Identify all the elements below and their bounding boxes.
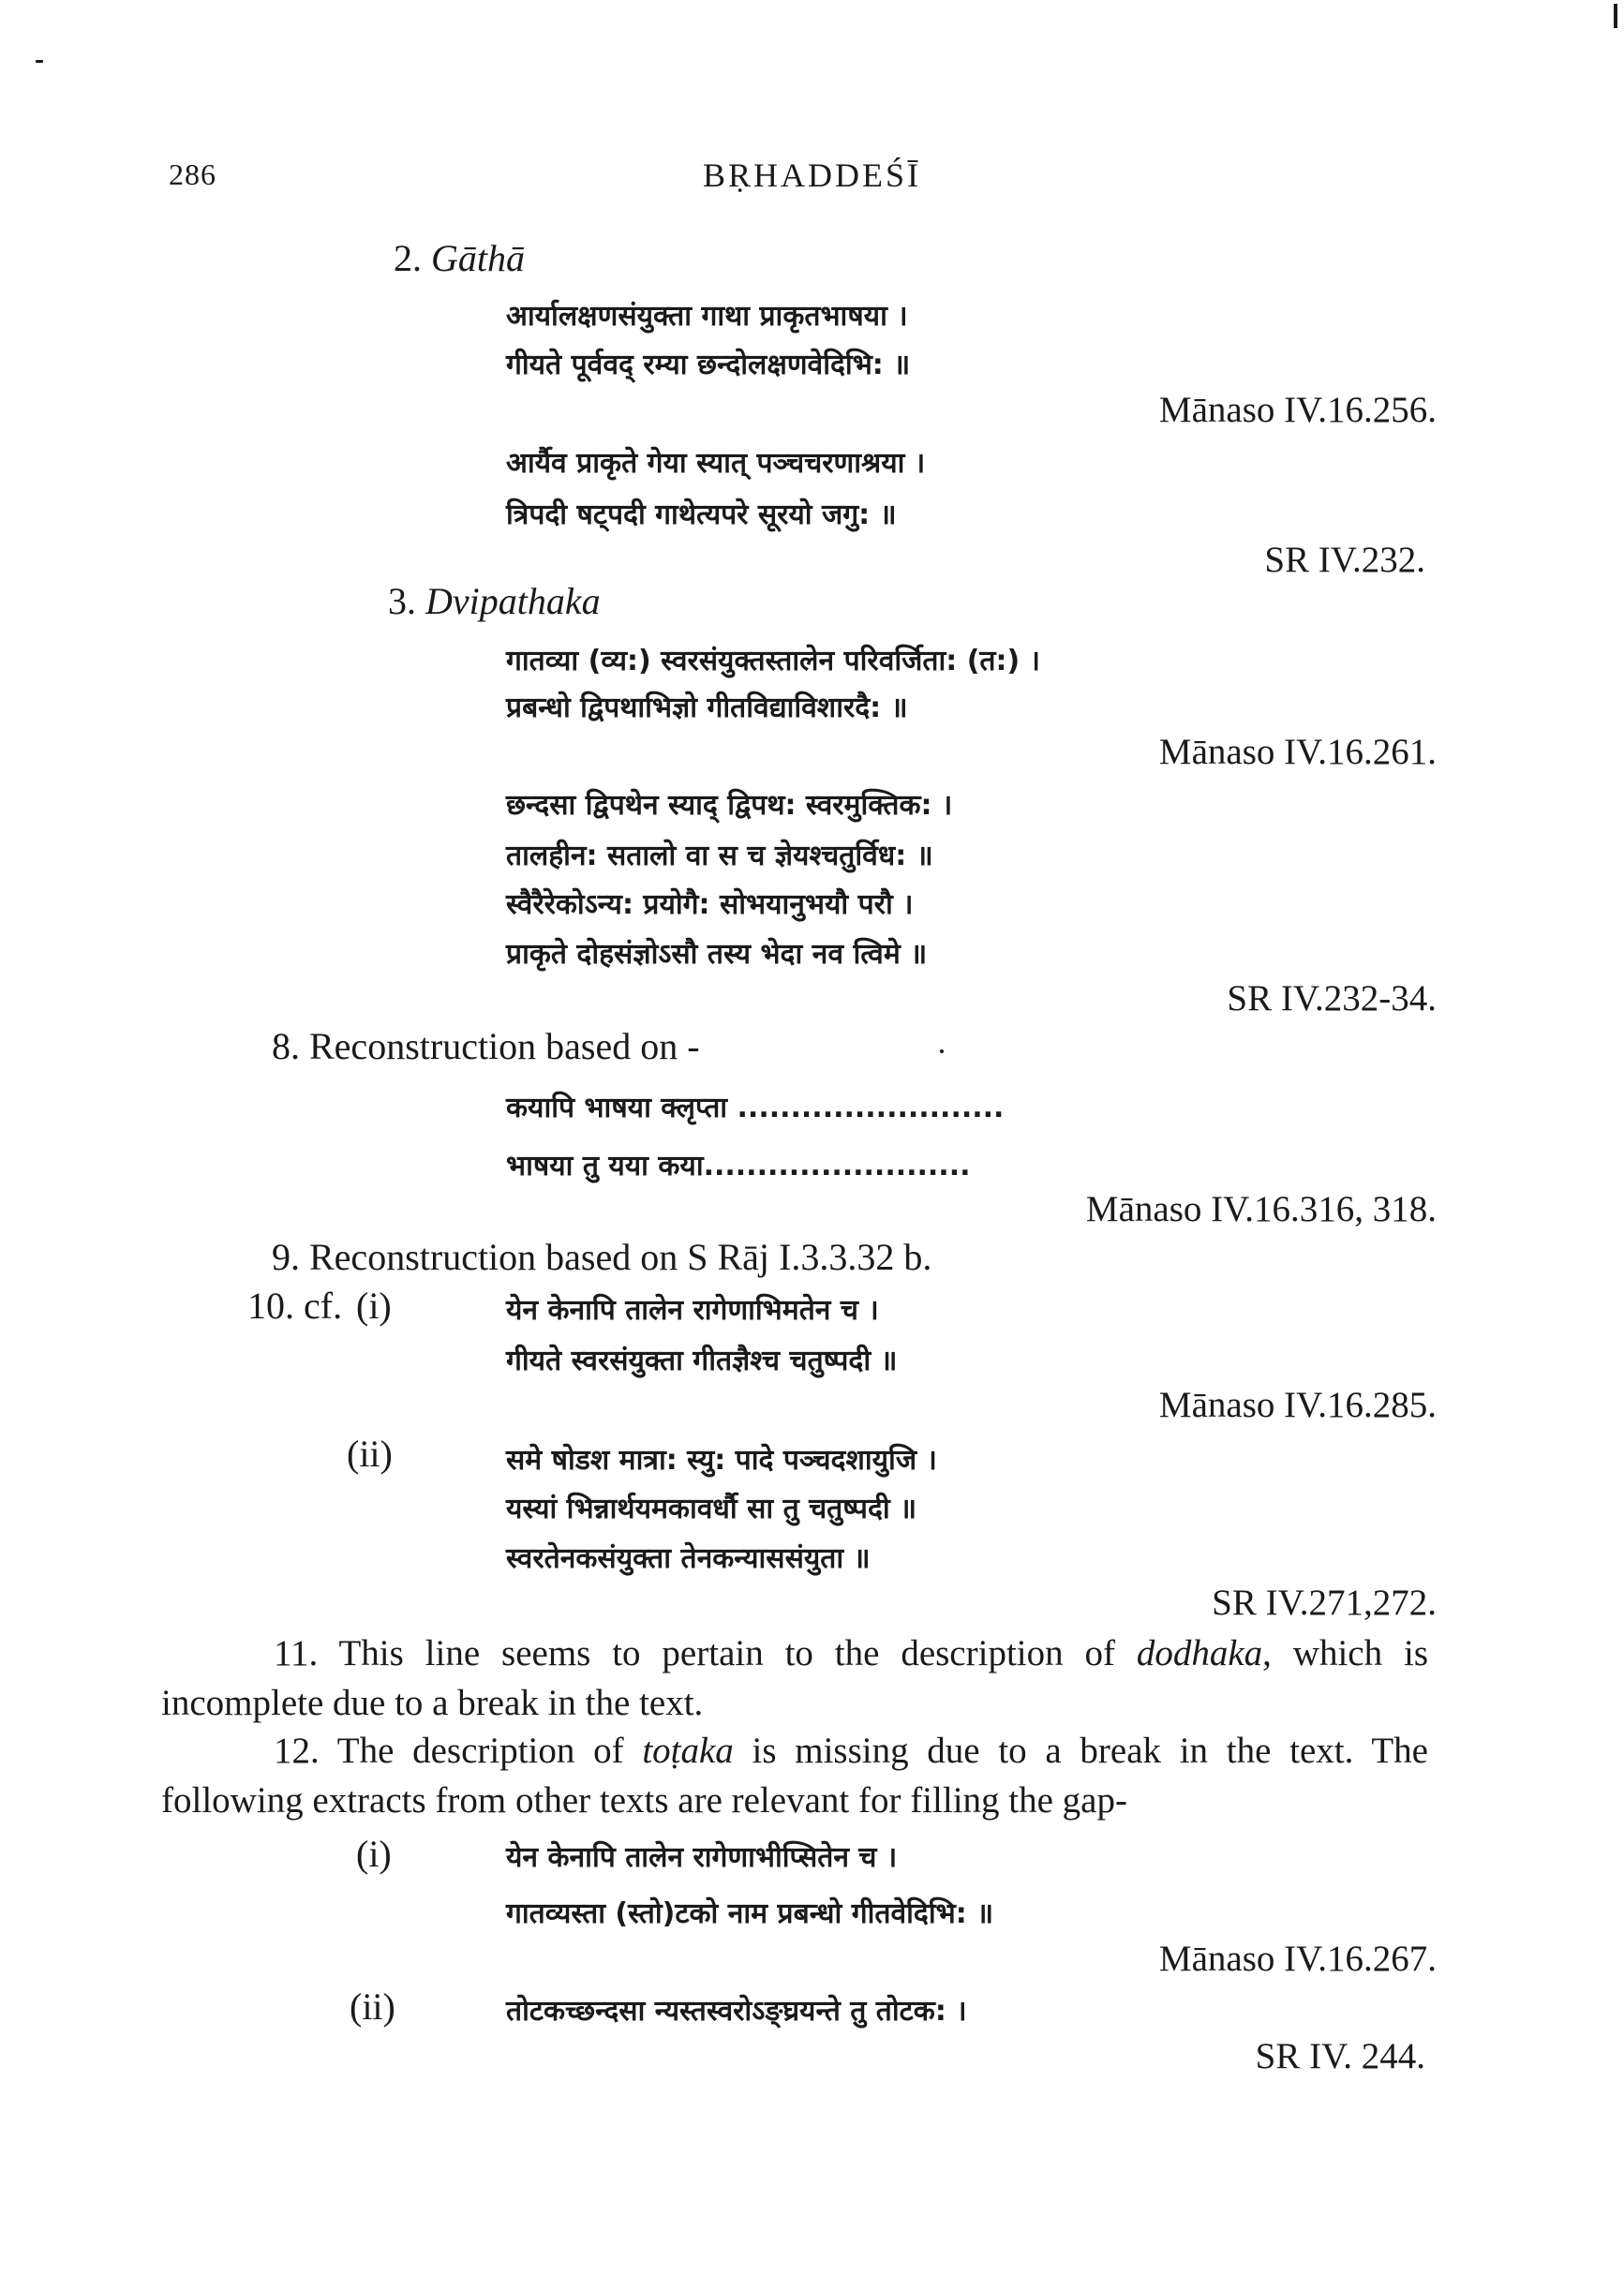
note-term: toṭaka (642, 1731, 734, 1771)
verse-line: प्रबन्धो द्विपथाभिज्ञो गीतविद्याविशारदै: ॥ (506, 691, 908, 724)
verse-line: समे षोडश मात्रा: स्यु: पादे पञ्चदशायुजि । (506, 1444, 937, 1477)
page-number: 286 (169, 157, 216, 191)
citation: Mānaso IV.16.267. (1158, 1939, 1437, 1979)
scan-edge-mark (1614, 4, 1617, 28)
citation: Mānaso IV.16.261. (1158, 732, 1437, 772)
citation: SR IV.271,272. (1212, 1583, 1437, 1623)
citation: SR IV.232-34. (1227, 978, 1437, 1019)
verse-line: गातव्यस्ता (स्तो)टको नाम प्रबन्धो गीतवेदिभि: ॥ (506, 1897, 994, 1930)
verse-line: भाषया तु यया कया......................... (506, 1150, 971, 1182)
item-label: (i) (356, 1833, 392, 1875)
note-9: 9. Reconstruction based on S Rāj I.3.3.32 b. (272, 1236, 932, 1278)
note-text: 11. This line seems to pertain to the description of (274, 1633, 1137, 1673)
verse-line: गीयते पूर्ववद् रम्या छन्दोलक्षणवेदिभि: ॥ (506, 349, 911, 381)
citation: Mānaso IV.16.285. (1158, 1385, 1437, 1425)
note-10-label: 10. cf. (247, 1285, 343, 1327)
verse-line: आर्यैव प्राकृते गेया स्यात् पञ्चचरणाश्रया । (506, 447, 926, 480)
note-text: 12. The description of (274, 1731, 643, 1771)
verse-line: प्राकृते दोहसंज्ञोऽसौ तस्य भेदा नव त्विमे ॥ (506, 938, 928, 971)
verse-line: स्वरतेनकसंयुक्ता तेनकन्याससंयुता ॥ (506, 1542, 871, 1575)
section-number: 3. (388, 580, 416, 622)
scan-speck (36, 60, 43, 63)
stray-dot (940, 1049, 944, 1053)
verse-line: येन केनापि तालेन रागेणाभिमतेन च । (506, 1294, 879, 1327)
verse-line: छन्दसा द्विपथेन स्याद् द्विपथ: स्वरमुक्तिक: । (506, 789, 953, 822)
note-text: is missing due to a break in the text. The following extracts from other texts are relevant for filling the gap- (161, 1731, 1428, 1821)
note-term: dodhaka (1136, 1633, 1263, 1673)
section-title: Gāthā (431, 237, 525, 279)
running-title: BṚHADDEŚĪ (702, 156, 921, 194)
item-label: (ii) (350, 1985, 395, 2028)
verse-line: त्रिपदी षट्पदी गाथेत्यपरे सूरयो जगु: ॥ (506, 498, 897, 531)
note-8: 8. Reconstruction based on - (272, 1025, 700, 1067)
item-label: (i) (356, 1285, 392, 1327)
note-12 (161, 1726, 1428, 1825)
verse-line: स्वैरैरेकोऽन्य: प्रयोगै: सोभयानुभयौ परौ । (506, 888, 914, 921)
note-text: , which is incomplete due to a break in the text. (161, 1633, 1428, 1723)
citation: SR IV.232. (1264, 540, 1425, 580)
item-label: (ii) (347, 1433, 393, 1475)
verse-line: तोटकच्छन्दसा न्यस्तस्वरोऽङ्घ्रयन्ते तु तोटक: । (506, 1995, 967, 2028)
citation: SR IV. 244. (1255, 2036, 1425, 2076)
verse-line: यस्यां भिन्नार्थयमकावर्धौ सा तु चतुष्पदी ॥ (506, 1493, 917, 1525)
section-heading-dvipathaka (388, 579, 601, 623)
section-title: Dvipathaka (425, 580, 601, 622)
note-11 (161, 1628, 1428, 1728)
verse-line: येन केनापि तालेन रागेणाभीप्सितेन च । (506, 1841, 898, 1874)
citation: Mānaso IV.16.256. (1158, 390, 1437, 430)
verse-line: तालहीन: सतालो वा स च ज्ञेयश्चतुर्विध: ॥ (506, 840, 933, 872)
verse-line: गातव्या (व्य:) स्वरसंयुक्तस्तालेन परिवर्जिता: (त:) । (506, 645, 1041, 677)
section-number: 2. (394, 237, 422, 279)
verse-line: गीयते स्वरसंयुक्ता गीतज्ञैश्च चतुष्पदी ॥ (506, 1345, 898, 1377)
citation: Mānaso IV.16.316, 318. (1085, 1189, 1437, 1229)
verse-line: आर्यालक्षणसंयुक्ता गाथा प्राकृतभाषया । (506, 300, 908, 333)
verse-line: कयापि भाषया क्लृप्ता ......................... (506, 1092, 1005, 1124)
section-heading-gatha (394, 236, 525, 280)
